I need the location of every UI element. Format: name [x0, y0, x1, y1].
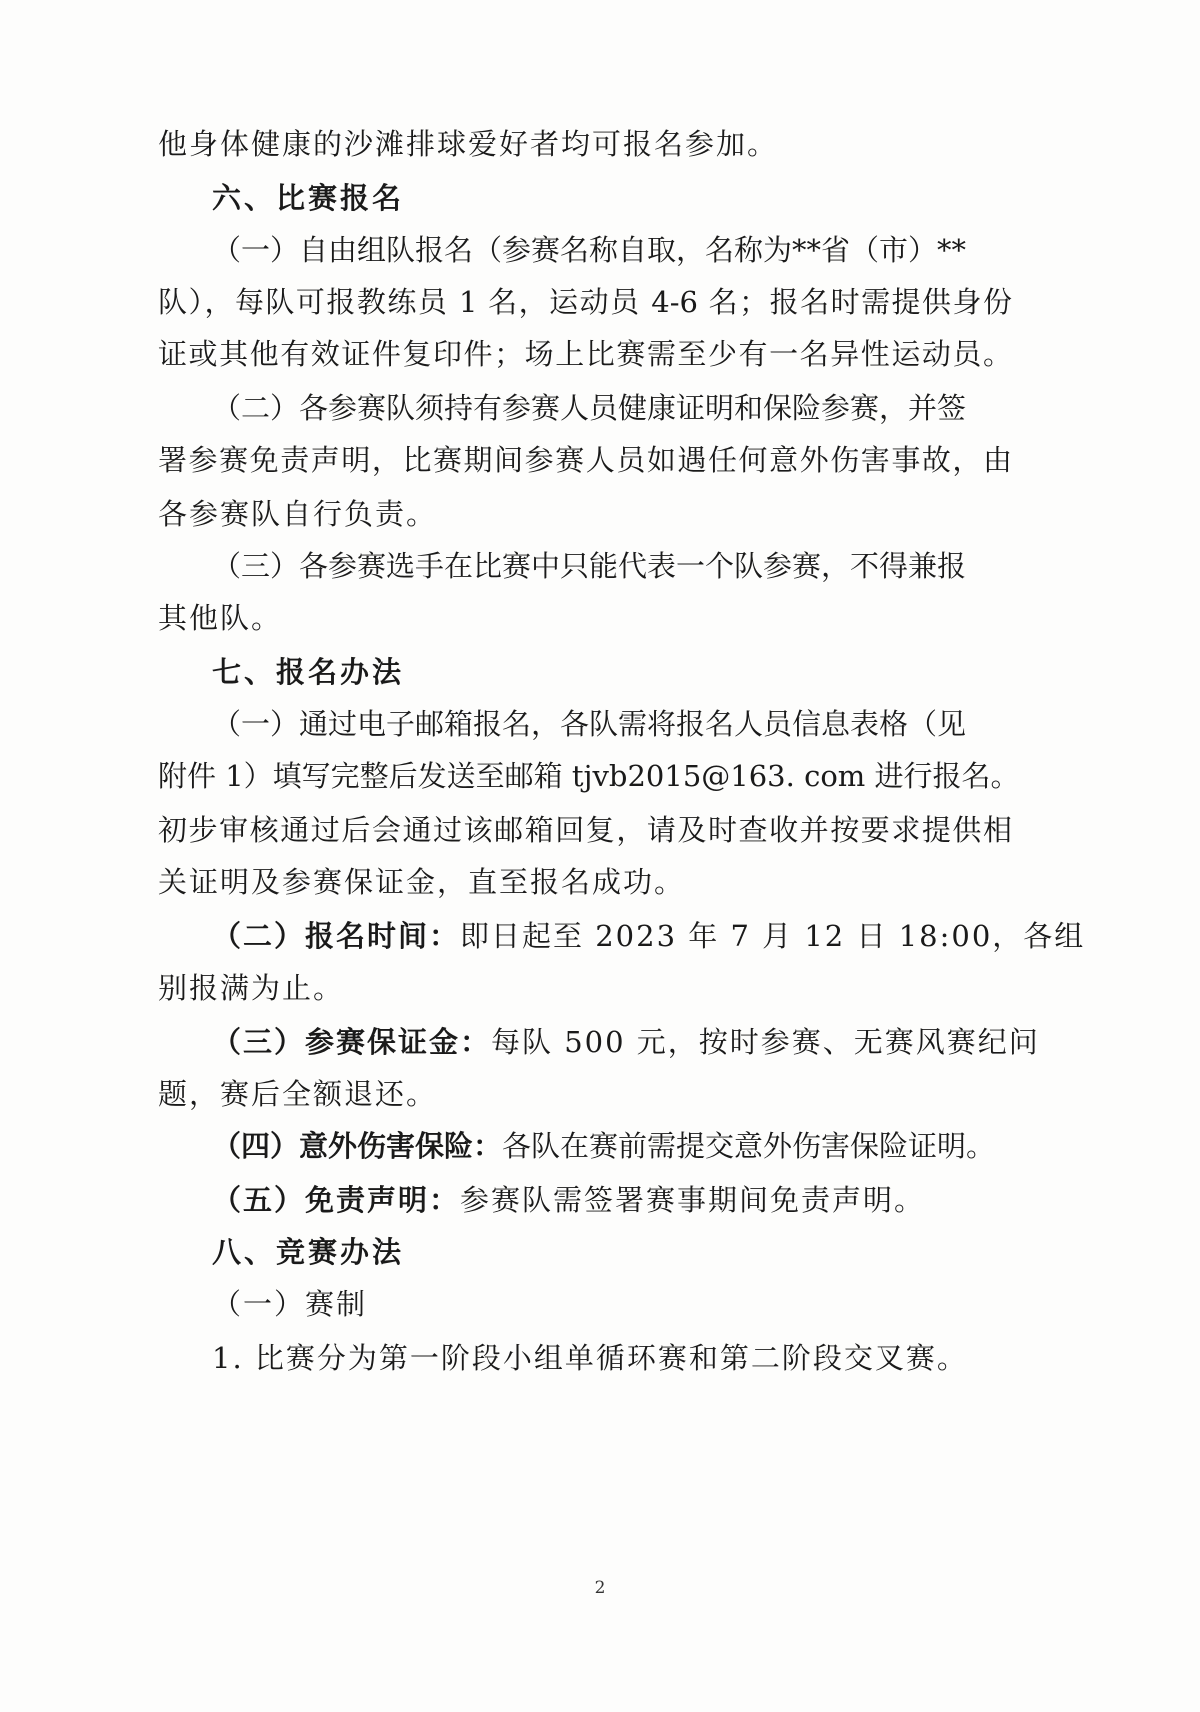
body-line: 他身体健康的沙滩排球爱好者均可报名参加。: [158, 127, 779, 161]
body-line-disclaimer: [212, 1180, 925, 1220]
section-heading-competition-method: 八、竞赛办法: [212, 1235, 405, 1269]
body-line: （三）各参赛选手在比赛中只能代表一个队参赛，不得兼报: [212, 549, 967, 583]
body-line: 别报满为止。: [158, 971, 345, 1005]
body-line: 题，赛后全额退还。: [158, 1077, 438, 1111]
page-number: 2: [594, 1578, 606, 1598]
item-lead: （五）免责声明：: [212, 1183, 461, 1217]
body-line: 队），每队可报教练员 1 名，运动员 4-6 名；报名时需提供身份: [158, 285, 1012, 319]
item-lead: （二）报名时间：: [212, 919, 461, 953]
body-line: 1. 比赛分为第一阶段小组单循环赛和第二阶段交叉赛。: [212, 1341, 968, 1375]
body-line: 关证明及参赛保证金，直至报名成功。: [158, 865, 686, 899]
body-line-insurance: [212, 1126, 995, 1166]
body-line: 初步审核通过后会通过该邮箱回复，请及时查收并按要求提供相: [158, 813, 1012, 847]
subsection-heading-format: （一）赛制: [212, 1287, 368, 1321]
item-text: 每队 500 元，按时参赛、无赛风赛纪问: [491, 1025, 1040, 1059]
body-line: （一）通过电子邮箱报名，各队需将报名人员信息表格（见: [212, 707, 967, 741]
body-line-email: 附件 1）填写完整后发送至邮箱 tjvb2015@163. com 进行报名。: [158, 759, 1020, 793]
section-heading-registration-method: 七、报名办法: [212, 655, 405, 689]
body-line: 署参赛免责声明，比赛期间参赛人员如遇任何意外伤害事故，由: [158, 443, 1012, 477]
section-heading-registration: 六、比赛报名: [212, 181, 405, 215]
body-line: 证或其他有效证件复印件；场上比赛需至少有一名异性运动员。: [158, 337, 1012, 371]
item-text: 参赛队需签署赛事期间免责声明。: [460, 1183, 926, 1217]
body-line: 各参赛队自行负责。: [158, 497, 438, 531]
item-text: 即日起至 2023 年 7 月 12 日 18:00，各组: [460, 919, 1086, 953]
item-text: 各队在赛前需提交意外伤害保险证明。: [502, 1129, 996, 1163]
body-line: （一）自由组队报名（参赛名称自取，名称为**省（市）**: [212, 233, 967, 267]
body-line-registration-time: [212, 916, 1085, 956]
body-line: 其他队。: [158, 601, 283, 635]
item-lead: （三）参赛保证金：: [212, 1025, 492, 1059]
body-line: （二）各参赛队须持有参赛人员健康证明和保险参赛，并签: [212, 391, 967, 425]
item-lead: （四）意外伤害保险：: [212, 1129, 503, 1163]
body-line-deposit: [212, 1022, 1040, 1062]
